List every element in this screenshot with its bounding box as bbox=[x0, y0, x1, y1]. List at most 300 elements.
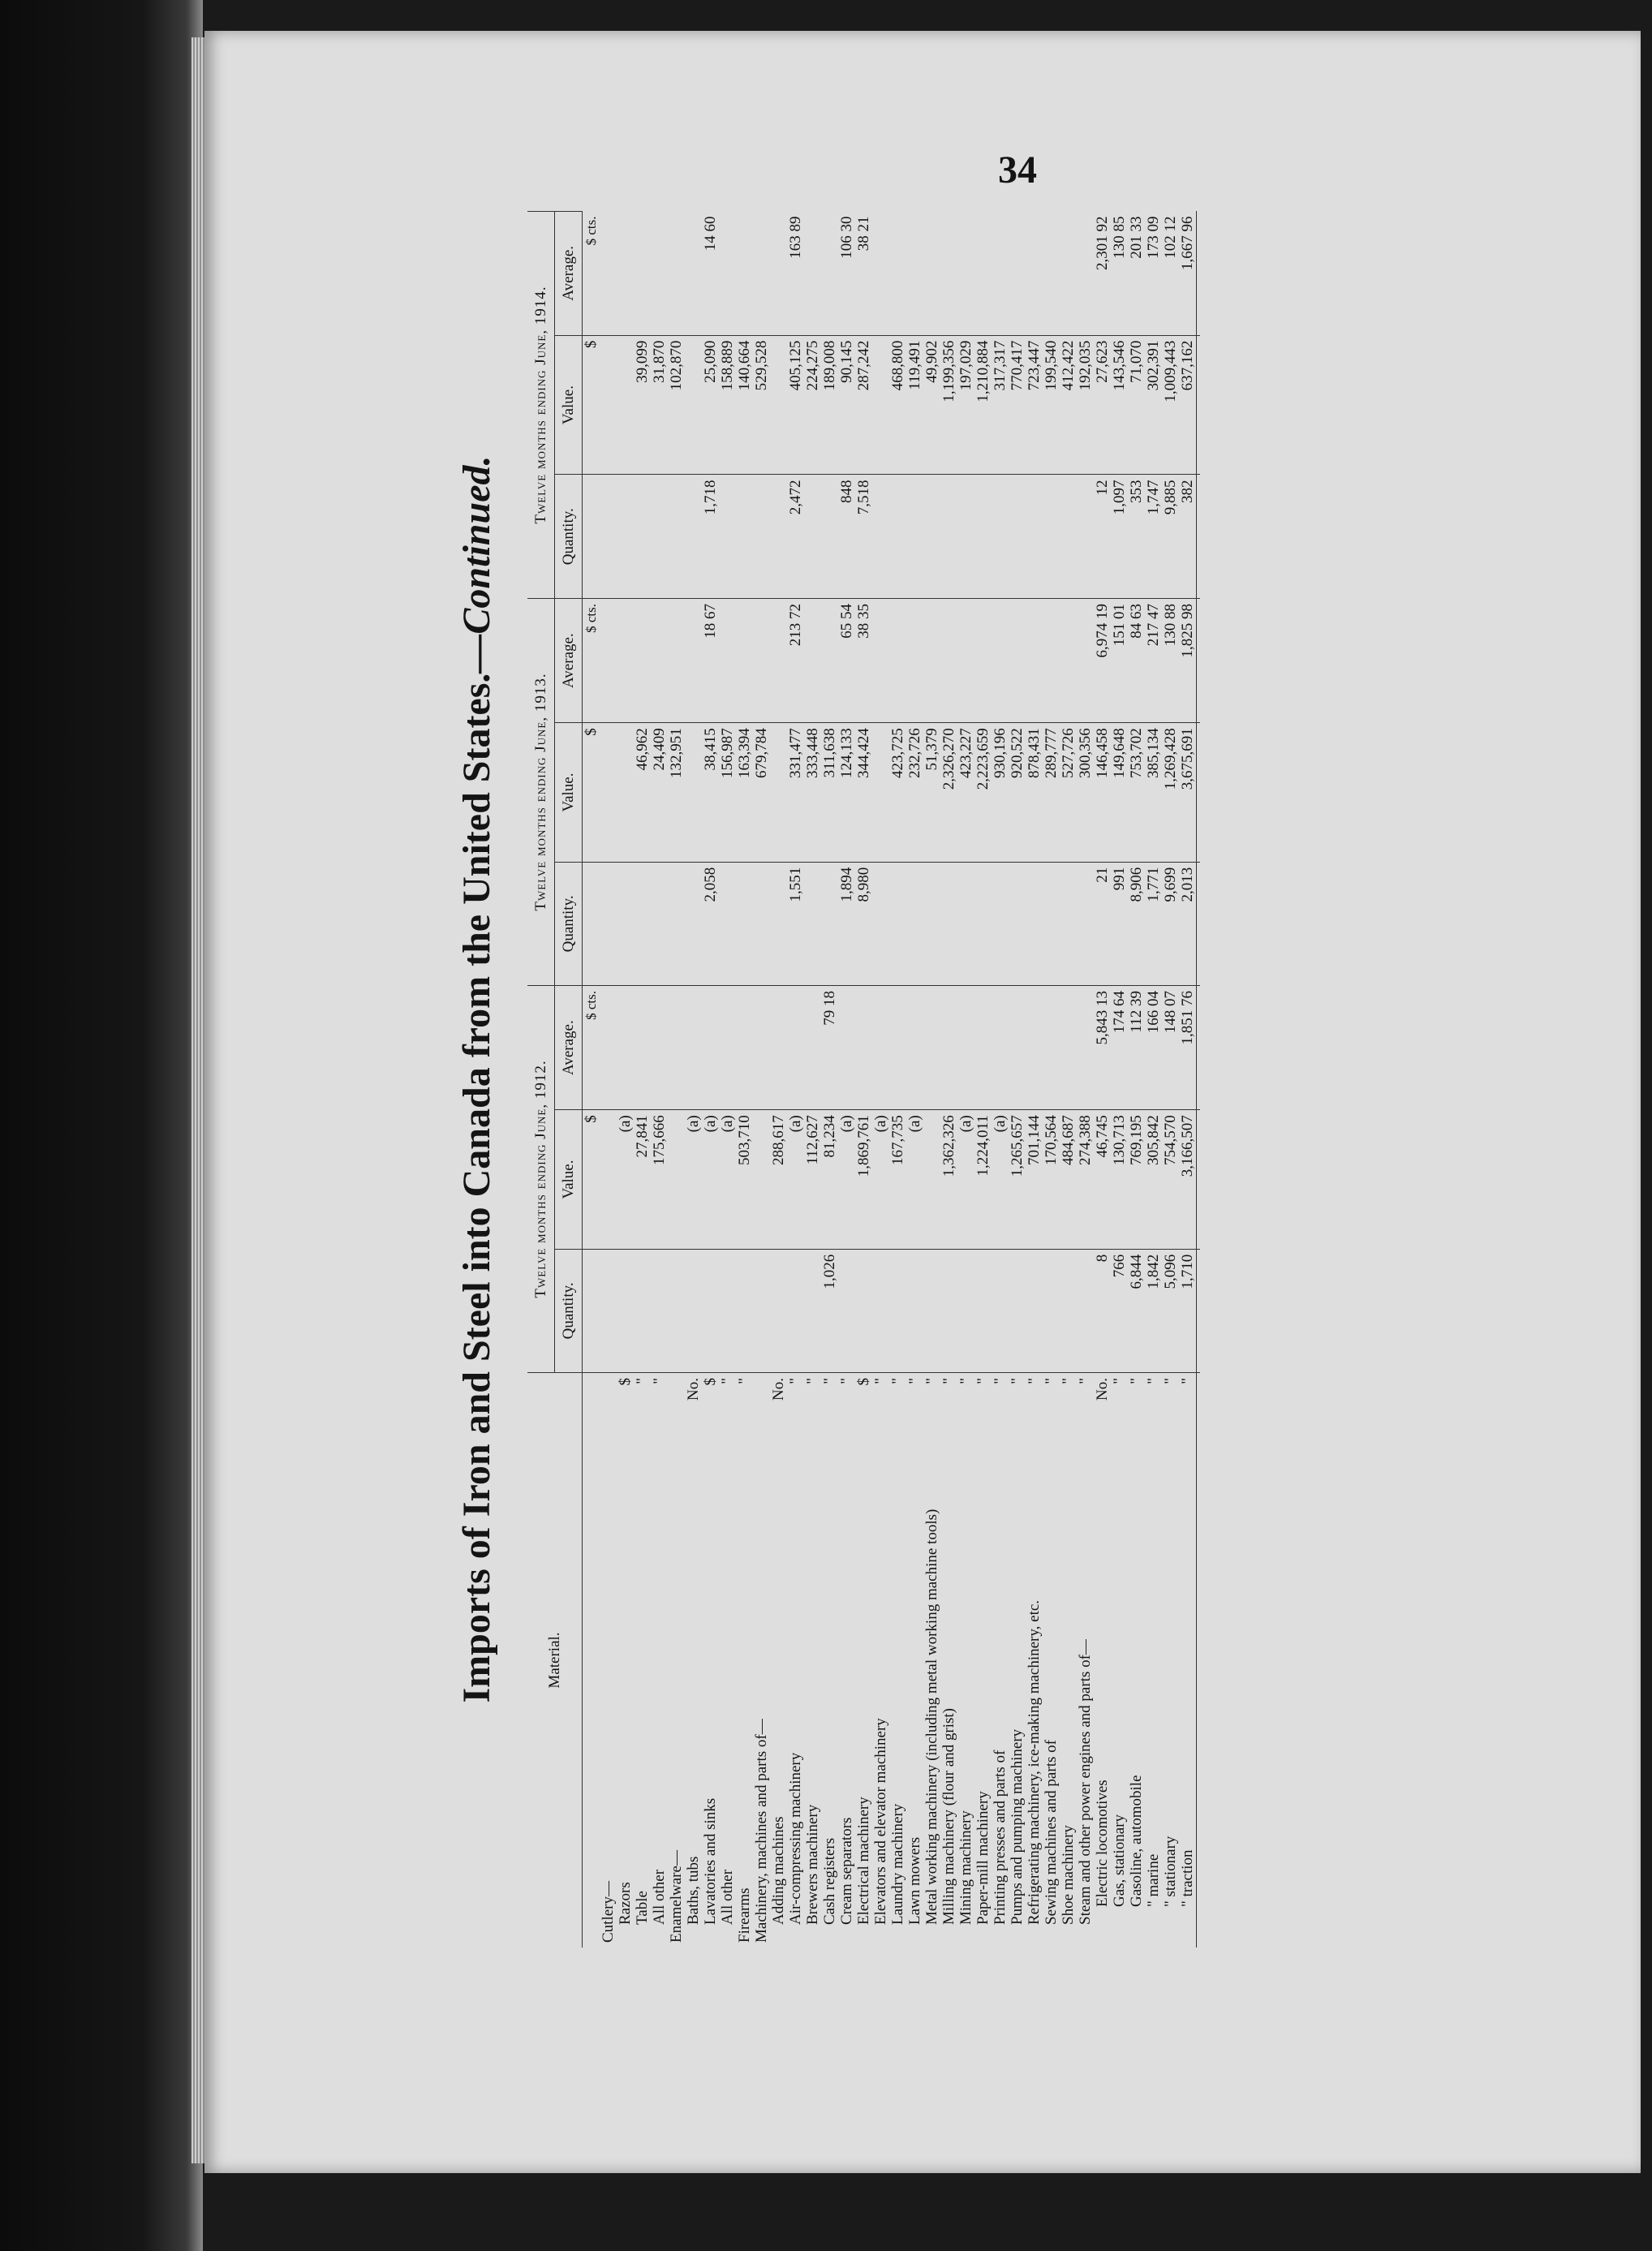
cell-a14: 163 89 bbox=[787, 212, 804, 336]
material-label: Printing presses and parts of bbox=[992, 1750, 1009, 1925]
material-cell bbox=[1094, 1373, 1111, 1948]
material-label: " stationary bbox=[1162, 1836, 1179, 1907]
cell-q12 bbox=[1060, 1249, 1077, 1372]
cell-q14 bbox=[889, 475, 906, 599]
cell-a14: 201 33 bbox=[1128, 212, 1145, 336]
cell-q12 bbox=[719, 1249, 736, 1372]
cell-v12 bbox=[753, 1110, 770, 1250]
cell-q12: 5,096 bbox=[1162, 1249, 1179, 1372]
cell-v14: 199,540 bbox=[1043, 335, 1060, 475]
material-cell bbox=[1043, 1373, 1060, 1948]
cell-v14: 637,162 bbox=[1179, 335, 1197, 475]
cell-a14 bbox=[1026, 212, 1043, 336]
cell-a13: 65 54 bbox=[838, 599, 855, 723]
cell-q12 bbox=[685, 1249, 702, 1372]
cell-v12: (a) bbox=[872, 1110, 889, 1250]
table-row bbox=[855, 212, 872, 1948]
cell-a13: 151 01 bbox=[1111, 599, 1128, 723]
material-cell bbox=[804, 1373, 821, 1948]
cell-v14: 317,317 bbox=[992, 335, 1009, 475]
table-row bbox=[1111, 212, 1128, 1948]
cell-q13 bbox=[685, 862, 702, 985]
title-continued: —Continued. bbox=[455, 455, 498, 674]
cell-v13: 3,675,691 bbox=[1179, 723, 1197, 863]
cell-v12: (a) bbox=[838, 1110, 855, 1250]
cell-a13 bbox=[1060, 599, 1077, 723]
material-label: Elevators and elevator machinery bbox=[872, 1718, 889, 1925]
cell-v12: 46,745 bbox=[1094, 1110, 1111, 1250]
cell-a14: 38 21 bbox=[855, 212, 872, 336]
cell-q13 bbox=[770, 862, 787, 985]
cell-v14: 197,029 bbox=[957, 335, 974, 475]
cell-v12: 81,234 bbox=[821, 1110, 838, 1250]
table-row bbox=[906, 212, 923, 1948]
cell-v13: 163,394 bbox=[736, 723, 753, 863]
cell-a12 bbox=[600, 986, 617, 1110]
material-cell bbox=[821, 1373, 838, 1948]
cell-a14 bbox=[600, 212, 617, 336]
unit-label: " bbox=[787, 1378, 804, 1384]
cell-q14: 2,472 bbox=[787, 475, 804, 599]
cell-v12: 503,710 bbox=[736, 1110, 753, 1250]
cell-v13: 38,415 bbox=[702, 723, 719, 863]
material-label: Paper-mill machinery bbox=[974, 1791, 992, 1925]
cell-v14: 405,125 bbox=[787, 335, 804, 475]
unit-value-1914: $ bbox=[583, 335, 600, 475]
page-number: 34 bbox=[998, 148, 1037, 192]
material-label: Steam and other power engines and parts of— bbox=[1077, 1639, 1094, 1925]
table-row bbox=[685, 212, 702, 1948]
cell-v14 bbox=[600, 335, 617, 475]
cell-v12: 3,166,507 bbox=[1179, 1110, 1197, 1250]
material-label: All other bbox=[651, 1869, 668, 1925]
table-row bbox=[600, 212, 617, 1948]
unit-label: " bbox=[872, 1378, 889, 1384]
unit-average-1912: $ cts. bbox=[583, 986, 600, 1110]
cell-v12: 27,841 bbox=[634, 1110, 651, 1250]
material-cell bbox=[923, 1373, 940, 1948]
cell-a14 bbox=[889, 212, 906, 336]
material-cell bbox=[770, 1373, 787, 1948]
cell-v12: (a) bbox=[702, 1110, 719, 1250]
cell-q14: 7,518 bbox=[855, 475, 872, 599]
cell-v13: 333,448 bbox=[804, 723, 821, 863]
material-label: Sewing machines and parts of bbox=[1043, 1740, 1060, 1925]
material-label: Cutlery— bbox=[600, 1881, 617, 1943]
cell-a12 bbox=[855, 986, 872, 1110]
cell-q14 bbox=[685, 475, 702, 599]
cell-v12: (a) bbox=[957, 1110, 974, 1250]
material-cell bbox=[1111, 1373, 1128, 1948]
cell-a14 bbox=[957, 212, 974, 336]
unit-label: " bbox=[1128, 1378, 1145, 1384]
unit-label: $ bbox=[855, 1378, 872, 1386]
imports-table bbox=[527, 211, 1200, 1948]
cell-a12 bbox=[1043, 986, 1060, 1110]
cell-q13 bbox=[668, 862, 685, 985]
cell-a14: 130 85 bbox=[1111, 212, 1128, 336]
page-title bbox=[454, 211, 499, 1948]
cell-v14: 143,546 bbox=[1111, 335, 1128, 475]
cell-q13 bbox=[736, 862, 753, 985]
table-row bbox=[753, 212, 770, 1948]
unit-label: " bbox=[821, 1378, 838, 1384]
cell-v14: 302,391 bbox=[1145, 335, 1162, 475]
cell-v14: 189,008 bbox=[821, 335, 838, 475]
cell-v12: 167,735 bbox=[889, 1110, 906, 1250]
cell-a12 bbox=[889, 986, 906, 1110]
unit-label: " bbox=[1060, 1378, 1077, 1384]
cell-q12 bbox=[923, 1249, 940, 1372]
table-row bbox=[923, 212, 940, 1948]
table-row bbox=[940, 212, 957, 1948]
cell-a14: 173 09 bbox=[1145, 212, 1162, 336]
cell-q14: 1,718 bbox=[702, 475, 719, 599]
cell-a14 bbox=[753, 212, 770, 336]
cell-q12 bbox=[906, 1249, 923, 1372]
cell-a14 bbox=[940, 212, 957, 336]
material-cell bbox=[992, 1373, 1009, 1948]
cell-q13: 1,551 bbox=[787, 862, 804, 985]
cell-q14 bbox=[804, 475, 821, 599]
cell-v14: 412,422 bbox=[1060, 335, 1077, 475]
cell-q13: 1,771 bbox=[1145, 862, 1162, 985]
cell-a12: 5,843 13 bbox=[1094, 986, 1111, 1110]
cell-q14 bbox=[1077, 475, 1094, 599]
col-quantity-1913: Quantity. bbox=[555, 862, 583, 985]
cell-v14: 90,145 bbox=[838, 335, 855, 475]
cell-q13 bbox=[804, 862, 821, 985]
material-label: Milling machinery (flour and grist) bbox=[940, 1708, 957, 1925]
cell-v14: 27,623 bbox=[1094, 335, 1111, 475]
cell-q13 bbox=[1077, 862, 1094, 985]
cell-v13: 2,223,659 bbox=[974, 723, 992, 863]
cell-v13: 300,356 bbox=[1077, 723, 1094, 863]
cell-a13: 84 63 bbox=[1128, 599, 1145, 723]
unit-label: " bbox=[992, 1378, 1009, 1384]
cell-v14: 1,210,884 bbox=[974, 335, 992, 475]
cell-q14 bbox=[1009, 475, 1026, 599]
cell-a12 bbox=[838, 986, 855, 1110]
cell-q14 bbox=[906, 475, 923, 599]
cell-a12 bbox=[617, 986, 634, 1110]
table-row bbox=[1060, 212, 1077, 1948]
cell-a12: 166 04 bbox=[1145, 986, 1162, 1110]
cell-a13 bbox=[923, 599, 940, 723]
cell-q12 bbox=[770, 1249, 787, 1372]
unit-label: " bbox=[1111, 1378, 1128, 1384]
cell-v13: 2,326,270 bbox=[940, 723, 957, 863]
cell-a14 bbox=[974, 212, 992, 336]
unit-label: " bbox=[889, 1378, 906, 1384]
cell-a12 bbox=[770, 986, 787, 1110]
cell-q14: 12 bbox=[1094, 475, 1111, 599]
cell-q12 bbox=[736, 1249, 753, 1372]
table-row bbox=[736, 212, 753, 1948]
unit-label: No. bbox=[1094, 1378, 1111, 1401]
cell-a14 bbox=[634, 212, 651, 336]
unit-label: " bbox=[804, 1378, 821, 1384]
cell-v13: 331,477 bbox=[787, 723, 804, 863]
cell-q13 bbox=[940, 862, 957, 985]
unit-label: " bbox=[1026, 1378, 1043, 1384]
material-label: Lawn mowers bbox=[906, 1836, 923, 1925]
table-row bbox=[1179, 212, 1197, 1948]
cell-q13 bbox=[1026, 862, 1043, 985]
cell-v14 bbox=[872, 335, 889, 475]
cell-v12: 754,570 bbox=[1162, 1110, 1179, 1250]
cell-v13: 679,784 bbox=[753, 723, 770, 863]
cell-q12: 1,026 bbox=[821, 1249, 838, 1372]
cell-a14 bbox=[992, 212, 1009, 336]
cell-a12: 112 39 bbox=[1128, 986, 1145, 1110]
cell-q13: 2,013 bbox=[1179, 862, 1197, 985]
cell-q12: 8 bbox=[1094, 1249, 1111, 1372]
unit-label: " bbox=[906, 1378, 923, 1384]
units-row bbox=[583, 212, 600, 1948]
table-row bbox=[1145, 212, 1162, 1948]
material-label: Baths, tubs bbox=[685, 1856, 702, 1925]
cell-q14: 353 bbox=[1128, 475, 1145, 599]
cell-q14: 848 bbox=[838, 475, 855, 599]
cell-v14 bbox=[685, 335, 702, 475]
cell-q14 bbox=[1043, 475, 1060, 599]
cell-q12 bbox=[651, 1249, 668, 1372]
cell-a12 bbox=[1026, 986, 1043, 1110]
cell-q13 bbox=[1009, 862, 1026, 985]
cell-a13: 213 72 bbox=[787, 599, 804, 723]
table-row bbox=[1128, 212, 1145, 1948]
cell-q12 bbox=[617, 1249, 634, 1372]
material-cell bbox=[1179, 1373, 1197, 1948]
material-label: Firearms bbox=[736, 1887, 753, 1943]
period-header-1914: Twelve months ending June, 1914. bbox=[527, 212, 555, 599]
col-quantity-1914: Quantity. bbox=[555, 475, 583, 599]
cell-q12 bbox=[1009, 1249, 1026, 1372]
table-row bbox=[617, 212, 634, 1948]
cell-v13: 878,431 bbox=[1026, 723, 1043, 863]
cell-v14: 140,664 bbox=[736, 335, 753, 475]
col-average-1913: Average. bbox=[555, 599, 583, 723]
cell-q14 bbox=[821, 475, 838, 599]
material-label: Metal working machinery (including metal working machine tools) bbox=[923, 1509, 940, 1925]
cell-q12 bbox=[872, 1249, 889, 1372]
cell-a12 bbox=[974, 986, 992, 1110]
col-value-1914: Value. bbox=[555, 335, 583, 475]
cell-a14: 106 30 bbox=[838, 212, 855, 336]
cell-q13 bbox=[651, 862, 668, 985]
cell-v14: 39,099 bbox=[634, 335, 651, 475]
table-row bbox=[992, 212, 1009, 1948]
cell-q12: 766 bbox=[1111, 1249, 1128, 1372]
cell-a14: 102 12 bbox=[1162, 212, 1179, 336]
unit-label: No. bbox=[685, 1378, 702, 1401]
cell-q13 bbox=[957, 862, 974, 985]
cell-q14: 382 bbox=[1179, 475, 1197, 599]
cell-q12 bbox=[1043, 1249, 1060, 1372]
scan-dark-margin bbox=[0, 0, 203, 2251]
cell-a13: 6,974 19 bbox=[1094, 599, 1111, 723]
material-cell bbox=[906, 1373, 923, 1948]
cell-v12: 1,869,761 bbox=[855, 1110, 872, 1250]
cell-q13 bbox=[634, 862, 651, 985]
cell-v12: 769,195 bbox=[1128, 1110, 1145, 1250]
material-cell bbox=[940, 1373, 957, 1948]
table-row bbox=[668, 212, 685, 1948]
cell-q13 bbox=[1043, 862, 1060, 985]
cell-v13 bbox=[872, 723, 889, 863]
cell-q13 bbox=[753, 862, 770, 985]
cell-q12 bbox=[753, 1249, 770, 1372]
cell-q12 bbox=[702, 1249, 719, 1372]
cell-q12 bbox=[838, 1249, 855, 1372]
cell-v12: 484,687 bbox=[1060, 1110, 1077, 1250]
cell-a12 bbox=[923, 986, 940, 1110]
material-cell bbox=[957, 1373, 974, 1948]
unit-label: " bbox=[923, 1378, 940, 1384]
cell-q14 bbox=[1026, 475, 1043, 599]
unit-label: " bbox=[940, 1378, 957, 1384]
cell-v12: (a) bbox=[906, 1110, 923, 1250]
cell-q13 bbox=[719, 862, 736, 985]
cell-v13: 930,196 bbox=[992, 723, 1009, 863]
cell-a13 bbox=[770, 599, 787, 723]
cell-q13 bbox=[906, 862, 923, 985]
unit-label: " bbox=[736, 1378, 753, 1384]
table-foot-rule bbox=[1197, 212, 1201, 1948]
cell-a12 bbox=[992, 986, 1009, 1110]
unit-label: " bbox=[1145, 1378, 1162, 1384]
table-row bbox=[804, 212, 821, 1948]
col-quantity-1912: Quantity. bbox=[555, 1249, 583, 1372]
cell-a13 bbox=[1026, 599, 1043, 723]
cell-v12: 1,265,657 bbox=[1009, 1110, 1026, 1250]
cell-a14 bbox=[821, 212, 838, 336]
cell-q13: 8,906 bbox=[1128, 862, 1145, 985]
cell-v13: 156,987 bbox=[719, 723, 736, 863]
cell-a13 bbox=[736, 599, 753, 723]
cell-v13: 124,133 bbox=[838, 723, 855, 863]
material-cell bbox=[668, 1373, 685, 1948]
cell-q12: 1,842 bbox=[1145, 1249, 1162, 1372]
unit-label: " bbox=[1077, 1378, 1094, 1384]
cell-v14: 102,870 bbox=[668, 335, 685, 475]
unit-label: No. bbox=[770, 1378, 787, 1401]
table-row bbox=[651, 212, 668, 1948]
cell-a12 bbox=[804, 986, 821, 1110]
table-row bbox=[1162, 212, 1179, 1948]
cell-v14 bbox=[617, 335, 634, 475]
table-row bbox=[787, 212, 804, 1948]
cell-v14: 1,199,356 bbox=[940, 335, 957, 475]
unit-label: $ bbox=[702, 1378, 719, 1386]
table-body bbox=[583, 212, 1197, 1948]
cell-q12 bbox=[787, 1249, 804, 1372]
cell-a13 bbox=[685, 599, 702, 723]
cell-q13 bbox=[617, 862, 634, 985]
cell-v13: 344,424 bbox=[855, 723, 872, 863]
cell-v12: 1,224,011 bbox=[974, 1110, 992, 1250]
cell-a13 bbox=[940, 599, 957, 723]
cell-q12: 1,710 bbox=[1179, 1249, 1197, 1372]
unit-label: " bbox=[634, 1378, 651, 1384]
cell-v14: 31,870 bbox=[651, 335, 668, 475]
unit-label: " bbox=[838, 1378, 855, 1384]
table-row bbox=[1009, 212, 1026, 1948]
table-row bbox=[838, 212, 855, 1948]
material-cell bbox=[1060, 1373, 1077, 1948]
material-cell bbox=[1145, 1373, 1162, 1948]
cell-a13: 18 67 bbox=[702, 599, 719, 723]
material-cell bbox=[753, 1373, 770, 1948]
cell-v12 bbox=[668, 1110, 685, 1250]
cell-a13: 130 88 bbox=[1162, 599, 1179, 723]
cell-a14 bbox=[1060, 212, 1077, 336]
cell-a12 bbox=[957, 986, 974, 1110]
cell-q13: 991 bbox=[1111, 862, 1128, 985]
cell-q13: 1,894 bbox=[838, 862, 855, 985]
cell-a12 bbox=[668, 986, 685, 1110]
cell-q12 bbox=[804, 1249, 821, 1372]
cell-a12 bbox=[1060, 986, 1077, 1110]
unit-label: $ bbox=[617, 1378, 634, 1386]
material-label: Enamelware— bbox=[668, 1850, 685, 1943]
material-label: Razors bbox=[617, 1882, 634, 1925]
cell-v12: 1,362,326 bbox=[940, 1110, 957, 1250]
cell-a14 bbox=[617, 212, 634, 336]
cell-v12: (a) bbox=[787, 1110, 804, 1250]
material-cell bbox=[838, 1373, 855, 1948]
cell-a14 bbox=[668, 212, 685, 336]
cell-q13 bbox=[889, 862, 906, 985]
material-label: Shoe machinery bbox=[1060, 1825, 1077, 1925]
cell-v14: 158,889 bbox=[719, 335, 736, 475]
unit-label: " bbox=[719, 1378, 736, 1384]
cell-q14 bbox=[600, 475, 617, 599]
cell-v14: 770,417 bbox=[1009, 335, 1026, 475]
cell-q13 bbox=[872, 862, 889, 985]
cell-a12 bbox=[1009, 986, 1026, 1110]
material-cell bbox=[634, 1373, 651, 1948]
cell-q14 bbox=[770, 475, 787, 599]
cell-v14: 224,275 bbox=[804, 335, 821, 475]
cell-v13: 423,725 bbox=[889, 723, 906, 863]
material-label: Electrical machinery bbox=[855, 1797, 872, 1925]
cell-a13 bbox=[1009, 599, 1026, 723]
material-cell bbox=[1162, 1373, 1179, 1948]
cell-v12: 288,617 bbox=[770, 1110, 787, 1250]
cell-v12: 170,564 bbox=[1043, 1110, 1060, 1250]
cell-q12 bbox=[1077, 1249, 1094, 1372]
cell-a13 bbox=[821, 599, 838, 723]
material-cell bbox=[1077, 1373, 1094, 1948]
cell-q13 bbox=[992, 862, 1009, 985]
cell-v13 bbox=[685, 723, 702, 863]
material-label: Refrigerating machinery, ice-making machinery, etc. bbox=[1026, 1599, 1043, 1925]
unit-label: " bbox=[957, 1378, 974, 1384]
cell-v14: 723,447 bbox=[1026, 335, 1043, 475]
cell-q13 bbox=[821, 862, 838, 985]
cell-v14: 192,035 bbox=[1077, 335, 1094, 475]
cell-v14: 25,090 bbox=[702, 335, 719, 475]
cell-a12 bbox=[736, 986, 753, 1110]
cell-a13 bbox=[992, 599, 1009, 723]
cell-a13 bbox=[906, 599, 923, 723]
cell-a12: 1,851 76 bbox=[1179, 986, 1197, 1110]
cell-v14: 49,902 bbox=[923, 335, 940, 475]
cell-a14: 14 60 bbox=[702, 212, 719, 336]
table-row bbox=[1077, 212, 1094, 1948]
